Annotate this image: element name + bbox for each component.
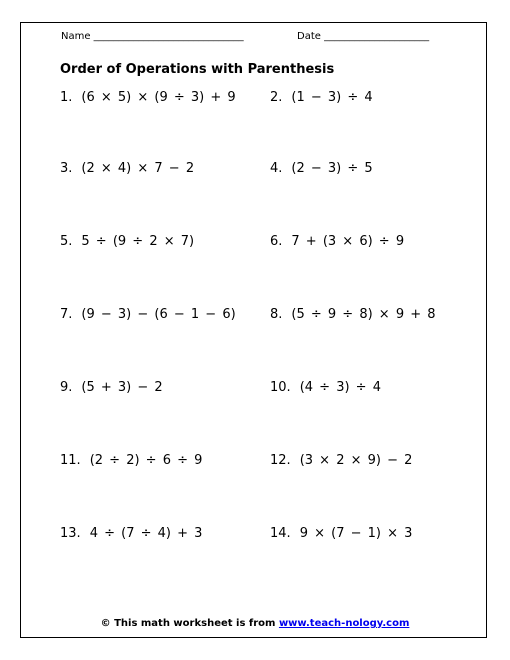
problem-4 — [270, 161, 373, 177]
problem-expression: 4 ÷ (7 ÷ 4) + 3 — [89, 526, 203, 541]
problem-number: 3. — [60, 161, 73, 176]
problem-expression: (3 × 2 × 9) − 2 — [299, 453, 413, 468]
problem-13 — [60, 526, 202, 542]
problem-number: 11. — [60, 453, 81, 468]
problem-number: 2. — [270, 90, 283, 105]
problem-1 — [60, 90, 236, 106]
problem-number: 12. — [270, 453, 291, 468]
problem-expression: (9 − 3) − (6 − 1 − 6) — [81, 307, 236, 322]
problem-expression: (2 − 3) ÷ 5 — [291, 161, 373, 176]
problem-number: 1. — [60, 90, 73, 105]
problem-number: 7. — [60, 307, 73, 322]
problem-expression: 9 × (7 − 1) × 3 — [299, 526, 413, 541]
problem-number: 10. — [270, 380, 291, 395]
problem-expression: 7 + (3 × 6) ÷ 9 — [291, 234, 405, 249]
problem-5 — [60, 234, 194, 250]
problem-expression: (5 + 3) − 2 — [81, 380, 163, 395]
worksheet-title: Order of Operations with Parenthesis — [60, 62, 335, 77]
problem-7 — [60, 307, 236, 323]
problem-10 — [270, 380, 381, 396]
problem-expression: (5 ÷ 9 ÷ 8) × 9 + 8 — [291, 307, 436, 322]
footer-text: © This math worksheet is from — [100, 618, 276, 629]
problem-number: 6. — [270, 234, 283, 249]
problem-6 — [270, 234, 404, 250]
problem-number: 14. — [270, 526, 291, 541]
problem-11 — [60, 453, 202, 469]
problem-expression: (2 ÷ 2) ÷ 6 ÷ 9 — [89, 453, 203, 468]
problem-expression: (4 ÷ 3) ÷ 4 — [299, 380, 381, 395]
problem-12 — [270, 453, 412, 469]
problem-9 — [60, 380, 163, 396]
teach-nology-link[interactable]: www.teach-nology.com — [278, 618, 410, 629]
problem-8 — [270, 307, 436, 323]
problem-3 — [60, 161, 194, 177]
problem-expression: (2 × 4) × 7 − 2 — [81, 161, 195, 176]
problem-number: 8. — [270, 307, 283, 322]
problem-expression: (6 × 5) × (9 ÷ 3) + 9 — [81, 90, 236, 105]
problem-number: 4. — [270, 161, 283, 176]
name-field: Name ______________________________ — [61, 31, 244, 42]
footer-credit — [0, 617, 510, 630]
worksheet-border — [20, 22, 487, 638]
problem-2 — [270, 90, 373, 106]
problem-expression: 5 ÷ (9 ÷ 2 × 7) — [81, 234, 195, 249]
problem-number: 5. — [60, 234, 73, 249]
problem-14 — [270, 526, 412, 542]
problem-expression: (1 − 3) ÷ 4 — [291, 90, 373, 105]
problem-number: 9. — [60, 380, 73, 395]
problem-number: 13. — [60, 526, 81, 541]
date-field: Date _____________________ — [297, 31, 430, 42]
